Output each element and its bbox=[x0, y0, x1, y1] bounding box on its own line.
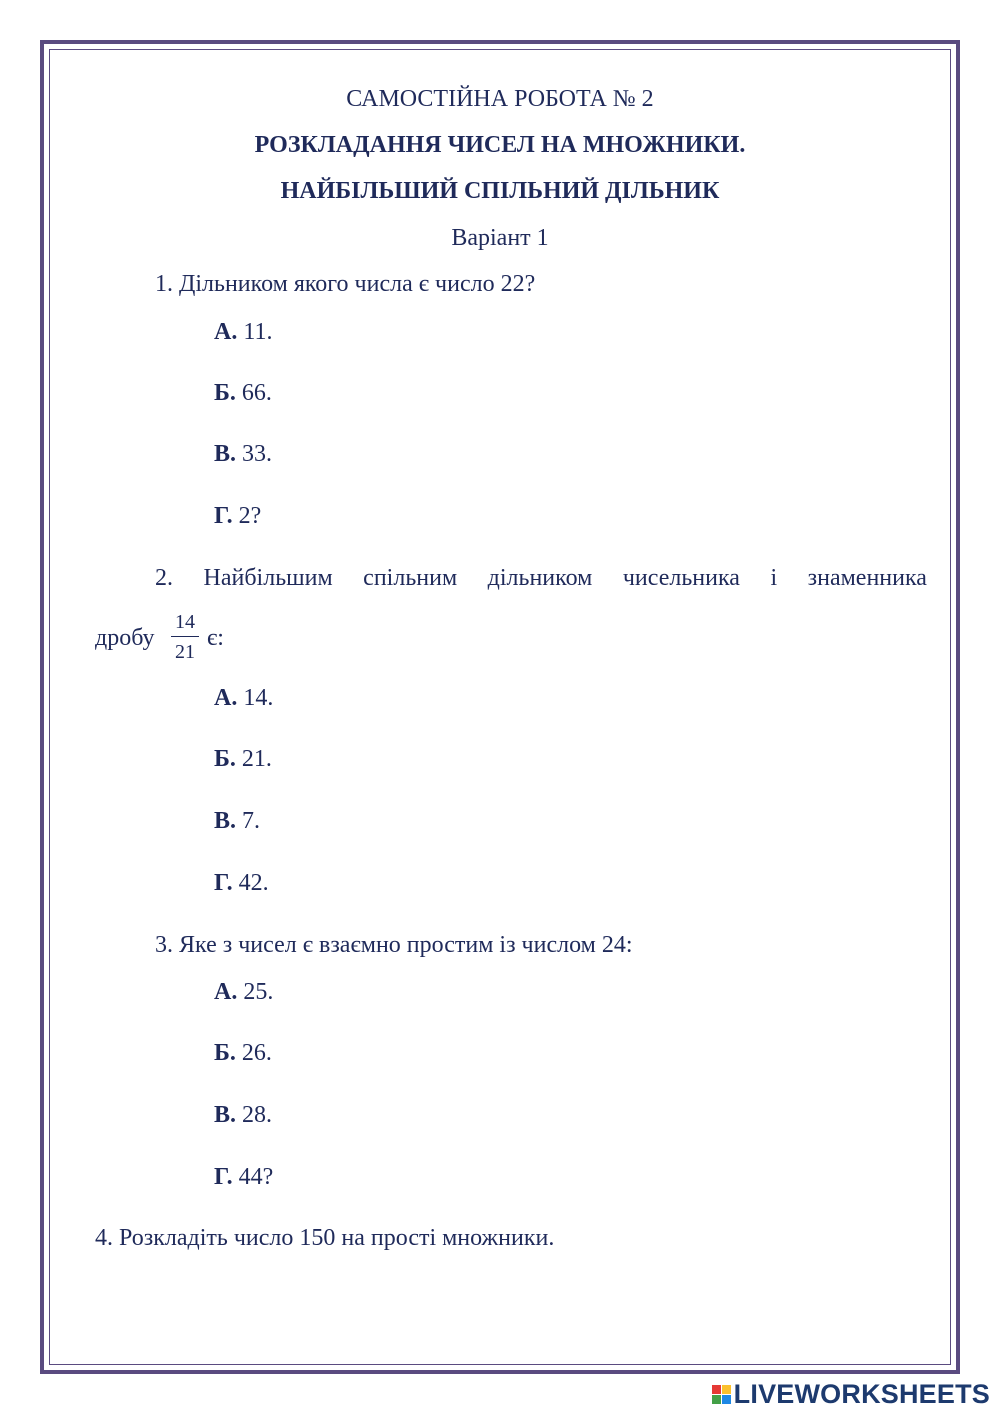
liveworksheets-logo[interactable] bbox=[712, 1378, 990, 1410]
q2-option-a[interactable] bbox=[214, 685, 273, 712]
q1-option-d[interactable] bbox=[214, 503, 261, 530]
q1-option-b[interactable] bbox=[214, 380, 272, 407]
option-letter: В. bbox=[214, 808, 237, 834]
question-2-line-1 bbox=[155, 565, 927, 592]
question-4: 4. Розкладіть число 150 на прості множники. bbox=[95, 1225, 555, 1251]
option-value: 42. bbox=[238, 870, 269, 896]
topic-line-1: РОЗКЛАДАННЯ ЧИСЕЛ НА МНОЖНИКИ. bbox=[254, 132, 746, 158]
option-value: 33. bbox=[242, 441, 273, 467]
option-letter: А. bbox=[214, 685, 238, 711]
option-letter: А. bbox=[214, 319, 238, 345]
q3-option-d[interactable] bbox=[214, 1164, 273, 1191]
option-value: 11. bbox=[243, 319, 273, 345]
logo-squares-icon bbox=[712, 1385, 731, 1404]
option-letter: Г. bbox=[214, 1164, 233, 1190]
option-letter: В. bbox=[214, 1102, 237, 1128]
option-value: 14. bbox=[243, 685, 274, 711]
option-value: 26. bbox=[241, 1040, 272, 1066]
q2-option-c[interactable] bbox=[214, 808, 260, 835]
q2-word: і bbox=[770, 565, 778, 591]
q2-word: Найбільшим bbox=[203, 565, 333, 591]
logo-square-green bbox=[712, 1395, 721, 1404]
q2-word: дільником bbox=[487, 565, 593, 591]
fraction-denominator: 21 bbox=[175, 641, 195, 663]
logo-square-blue bbox=[722, 1395, 731, 1404]
worksheet-title: САМОСТІЙНА РОБОТА № 2 bbox=[346, 86, 654, 112]
variant-label: Варіант 1 bbox=[451, 225, 549, 251]
logo-square-red bbox=[712, 1385, 721, 1394]
option-value: 21. bbox=[241, 746, 272, 772]
q2-fraction-suffix: є: bbox=[207, 625, 224, 651]
q2-word: чисельника bbox=[622, 565, 740, 591]
option-value: 2? bbox=[238, 503, 262, 529]
option-letter: Б. bbox=[214, 746, 236, 772]
q2-word: 2. bbox=[155, 565, 173, 591]
option-letter: Г. bbox=[214, 503, 233, 529]
q2-word: знаменника bbox=[807, 565, 927, 591]
q2-option-b[interactable] bbox=[214, 746, 272, 773]
q1-option-a[interactable] bbox=[214, 319, 272, 346]
fraction-numerator: 14 bbox=[171, 609, 199, 637]
option-letter: В. bbox=[214, 441, 237, 467]
q2-word: спільним bbox=[363, 565, 458, 591]
option-value: 7. bbox=[242, 808, 261, 834]
question-1: 1. Дільником якого числа є число 22? bbox=[155, 271, 536, 297]
topic-line-2: НАЙБІЛЬШИЙ СПІЛЬНИЙ ДІЛЬНИК bbox=[280, 178, 720, 204]
q3-option-a[interactable] bbox=[214, 979, 273, 1006]
option-value: 44? bbox=[238, 1164, 274, 1190]
q2-fraction-prefix: дробу bbox=[95, 625, 155, 651]
logo-text: LIVEWORKSHEETS bbox=[733, 1378, 990, 1409]
option-value: 66. bbox=[241, 380, 272, 406]
option-value: 28. bbox=[242, 1102, 273, 1128]
q2-option-d[interactable] bbox=[214, 870, 269, 897]
question-3: 3. Яке з чисел є взаємно простим із числом 24: bbox=[155, 932, 633, 958]
option-letter: А. bbox=[214, 979, 238, 1005]
option-letter: Г. bbox=[214, 870, 233, 896]
option-letter: Б. bbox=[214, 380, 236, 406]
option-value: 25. bbox=[243, 979, 274, 1005]
option-letter: Б. bbox=[214, 1040, 236, 1066]
q3-option-b[interactable] bbox=[214, 1040, 272, 1067]
fraction-14-21 bbox=[171, 609, 199, 665]
logo-square-yellow bbox=[722, 1385, 731, 1394]
q3-option-c[interactable] bbox=[214, 1102, 272, 1129]
q1-option-c[interactable] bbox=[214, 441, 272, 468]
